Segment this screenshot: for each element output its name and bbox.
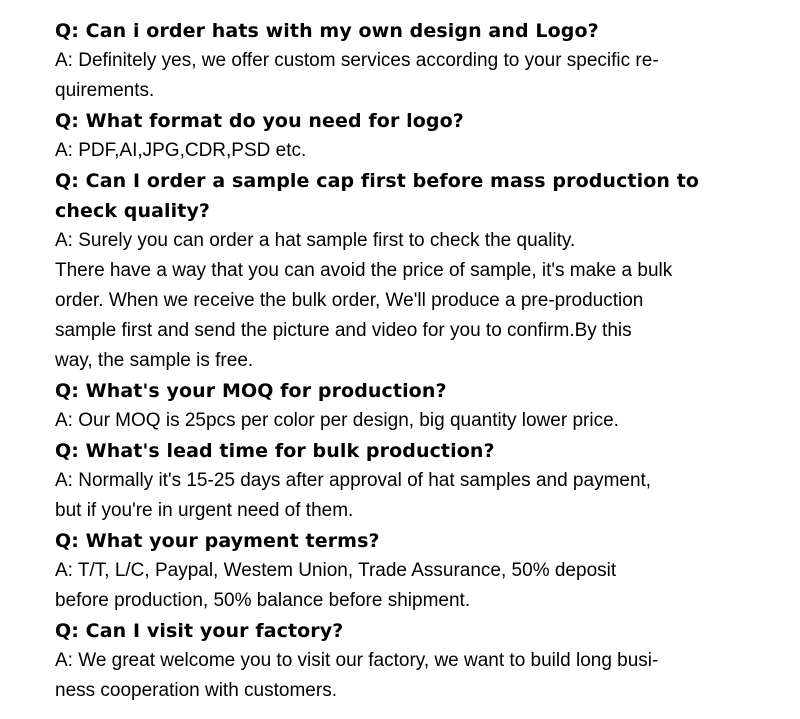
answer-sample-cap-cont-1: There have a way that you can avoid the price of sample, it's make a bulk	[55, 260, 673, 281]
question-sample-cap-cont: check quality?	[55, 200, 211, 222]
answer-logo-format: A: PDF,AI,JPG,CDR,PSD etc.	[55, 140, 307, 161]
answer-sample-cap-cont-2: order. When we receive the bulk order, We'll produce a pre-production	[55, 290, 644, 311]
question-lead-time: Q: What's lead time for bulk production?	[55, 440, 495, 462]
question-logo-format: Q: What format do you need for logo?	[55, 110, 464, 132]
question-sample-cap: Q: Can I order a sample cap first before mass production to	[55, 170, 700, 192]
answer-lead-time-cont: but if you're in urgent need of them.	[55, 500, 354, 521]
question-visit-factory: Q: Can I visit your factory?	[55, 620, 344, 642]
question-moq: Q: What's your MOQ for production?	[55, 380, 447, 402]
answer-payment-terms: A: T/T, L/C, Paypal, Westem Union, Trade Assurance, 50% deposit	[55, 560, 617, 581]
answer-moq: A: Our MOQ is 25pcs per color per design, big quantity lower price.	[55, 410, 619, 431]
answer-hats-custom-design: A: Definitely yes, we offer custom services according to your specific re-	[55, 50, 659, 71]
answer-sample-cap-cont-3: sample first and send the picture and video for you to confirm.By this	[55, 320, 632, 341]
answer-payment-terms-cont: before production, 50% balance before shipment.	[55, 590, 471, 611]
answer-visit-factory: A: We great welcome you to visit our factory, we want to build long busi-	[55, 650, 659, 671]
question-hats-custom-design: Q: Can i order hats with my own design and Logo?	[55, 20, 599, 42]
answer-sample-cap-cont-4: way, the sample is free.	[55, 350, 254, 371]
answer-sample-cap: A: Surely you can order a hat sample first to check the quality.	[55, 230, 576, 251]
faq-section	[55, 16, 755, 706]
answer-lead-time: A: Normally it's 15-25 days after approval of hat samples and payment,	[55, 470, 652, 491]
question-payment-terms: Q: What your payment terms?	[55, 530, 380, 552]
answer-visit-factory-cont: ness cooperation with customers.	[55, 680, 337, 701]
answer-hats-custom-design-cont: quirements.	[55, 80, 155, 101]
